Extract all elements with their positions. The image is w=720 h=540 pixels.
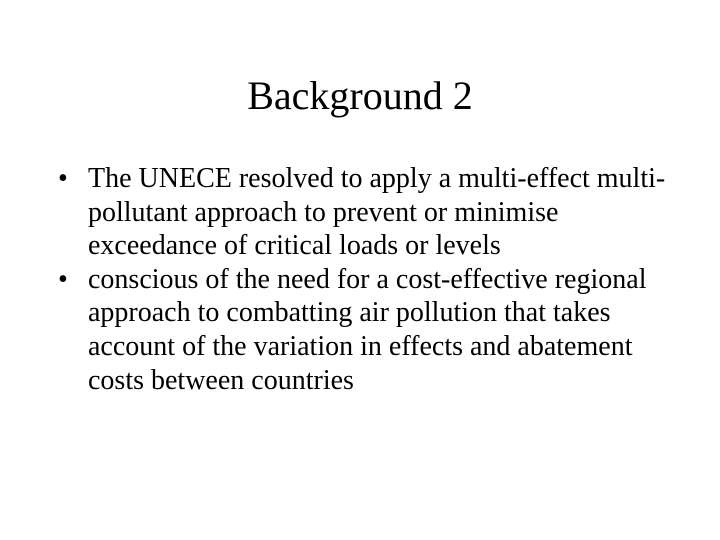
bullet-list xyxy=(52,162,672,397)
bullet-text-1: The UNECE resolved to apply a multi-effect multi-pollutant approach to prevent or minimise exceedance of critical loads or levels xyxy=(88,163,666,262)
slide-title: Background 2 xyxy=(247,73,473,118)
bullet-icon: • xyxy=(58,263,68,295)
bullet-item-1 xyxy=(52,162,672,263)
bullet-icon: • xyxy=(58,163,68,194)
bullet-item-2 xyxy=(52,263,672,397)
bullet-text-2: conscious of the need for a cost-effective regional approach to combatting air pollution that takes account of the variation in effects and abatement costs between countries xyxy=(88,263,647,396)
